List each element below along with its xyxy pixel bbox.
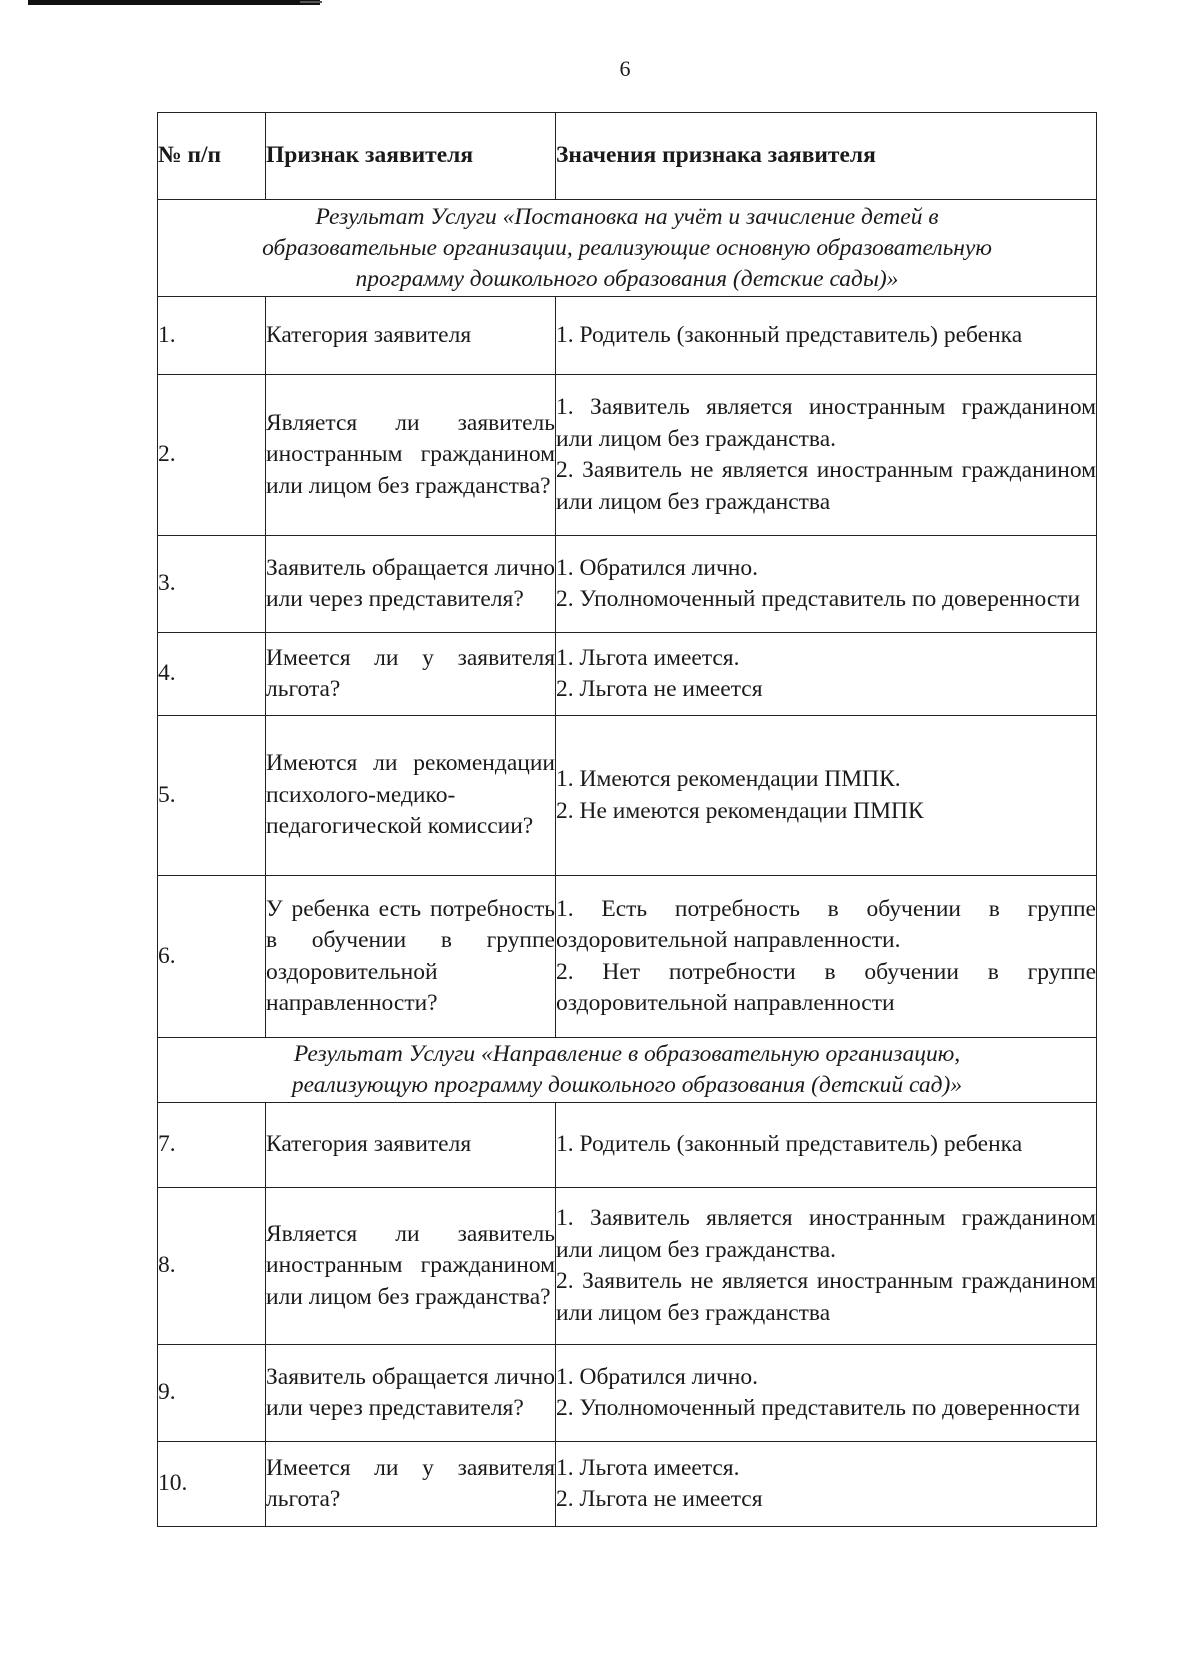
row-value: 2. Уполномоченный представитель по доверенности <box>556 1395 1081 1421</box>
row-value: 2. Льгота не имеется <box>556 676 763 702</box>
row-value: 2. Заявитель не является иностранным гражданином или лицом без гражданства <box>556 457 1096 515</box>
row-value: 2. Нет потребности в обучении в группе оздоровительной направленности <box>556 958 1096 1016</box>
table-row <box>158 375 1097 536</box>
row-values <box>556 536 1097 633</box>
scan-artifact <box>300 1 322 3</box>
table-row <box>158 536 1097 633</box>
table-row <box>158 876 1097 1038</box>
row-values <box>556 1345 1097 1442</box>
row-value: 1. Льгота имеется. <box>556 1454 740 1481</box>
row-attr: Заявитель обращается лично или через представителя? <box>266 1345 556 1442</box>
row-num: 9. <box>158 1345 266 1442</box>
section-heading-2 <box>158 1038 1097 1103</box>
row-num: 2. <box>158 375 266 536</box>
row-attr: Имеется ли у заявителя льгота? <box>266 1442 556 1527</box>
section-row <box>158 200 1097 297</box>
table-row <box>158 1188 1097 1345</box>
section-line: программу дошкольного образования (детские сады)» <box>355 265 899 292</box>
row-attr: Категория заявителя <box>266 1103 556 1188</box>
section-line: Результат Услуги «Постановка на учёт и зачисление детей в <box>315 203 939 230</box>
row-value: 1. Родитель (законный представитель) ребенка <box>556 321 1023 348</box>
row-values <box>556 1188 1097 1345</box>
row-values <box>556 297 1097 375</box>
row-num: 7. <box>158 1103 266 1188</box>
row-value: 1. Имеются рекомендации ПМПК. <box>556 766 901 792</box>
row-value: 1. Заявитель является иностранным гражданином или лицом без гражданства. <box>556 394 1096 452</box>
header-num: № п/п <box>158 113 266 200</box>
table-row <box>158 716 1097 876</box>
section-heading-1 <box>158 200 1097 297</box>
row-values <box>556 375 1097 536</box>
row-attr: Имеется ли у заявителя льгота? <box>266 633 556 716</box>
scan-artifact <box>28 0 320 5</box>
row-value: 1. Родитель (законный представитель) ребенка <box>556 1131 1023 1158</box>
row-values <box>556 1442 1097 1527</box>
row-value: 1. Есть потребность в обучении в группе оздоровительной направленности. <box>556 895 1096 953</box>
header-attr: Признак заявителя <box>266 113 556 200</box>
page-number: 6 <box>619 56 631 81</box>
row-num: 3. <box>158 536 266 633</box>
row-value: 1. Обратился лично. <box>556 1363 759 1390</box>
table-row <box>158 1103 1097 1188</box>
row-value: 2. Не имеются рекомендации ПМПК <box>556 797 924 824</box>
row-attr: У ребенка есть потребность в обучении в группе оздоровительной направленности? <box>266 876 556 1038</box>
section-line: Результат Услуги «Направление в образовательную организацию, <box>293 1041 961 1067</box>
table-row <box>158 297 1097 375</box>
header-val: Значения признака заявителя <box>556 113 1097 200</box>
table-row <box>158 1442 1097 1527</box>
row-values <box>556 633 1097 716</box>
row-value: 1. Заявитель является иностранным гражданином или лицом без гражданства. <box>556 1205 1096 1263</box>
table-row <box>158 633 1097 716</box>
row-value: 2. Льгота не имеется <box>556 1486 763 1512</box>
row-num: 10. <box>158 1442 266 1527</box>
row-attr: Категория заявителя <box>266 297 556 375</box>
row-value: 1. Льгота имеется. <box>556 644 740 671</box>
row-attr: Заявитель обращается лично или через представителя? <box>266 536 556 633</box>
applicant-attributes-table <box>157 112 1097 1527</box>
table-row <box>158 1345 1097 1442</box>
row-num: 4. <box>158 633 266 716</box>
section-line: образовательные организации, реализующие основную образовательную <box>262 234 992 261</box>
row-values <box>556 1103 1097 1188</box>
row-num: 8. <box>158 1188 266 1345</box>
section-row <box>158 1038 1097 1103</box>
row-num: 1. <box>158 297 266 375</box>
section-line: реализующую программу дошкольного образования (детский сад)» <box>291 1072 963 1098</box>
row-value: 1. Обратился лично. <box>556 554 759 581</box>
row-values <box>556 716 1097 876</box>
row-num: 5. <box>158 716 266 876</box>
table-header-row <box>158 113 1097 200</box>
row-attr: Является ли заявитель иностранным гражданином или лицом без гражданства? <box>266 1188 556 1345</box>
row-values <box>556 876 1097 1038</box>
row-num: 6. <box>158 876 266 1038</box>
row-attr: Является ли заявитель иностранным гражданином или лицом без гражданства? <box>266 375 556 536</box>
row-value: 2. Заявитель не является иностранным гражданином или лицом без гражданства <box>556 1268 1096 1326</box>
row-attr: Имеются ли рекомендации психолого-медико-педагогической комиссии? <box>266 716 556 876</box>
row-value: 2. Уполномоченный представитель по доверенности <box>556 586 1081 612</box>
